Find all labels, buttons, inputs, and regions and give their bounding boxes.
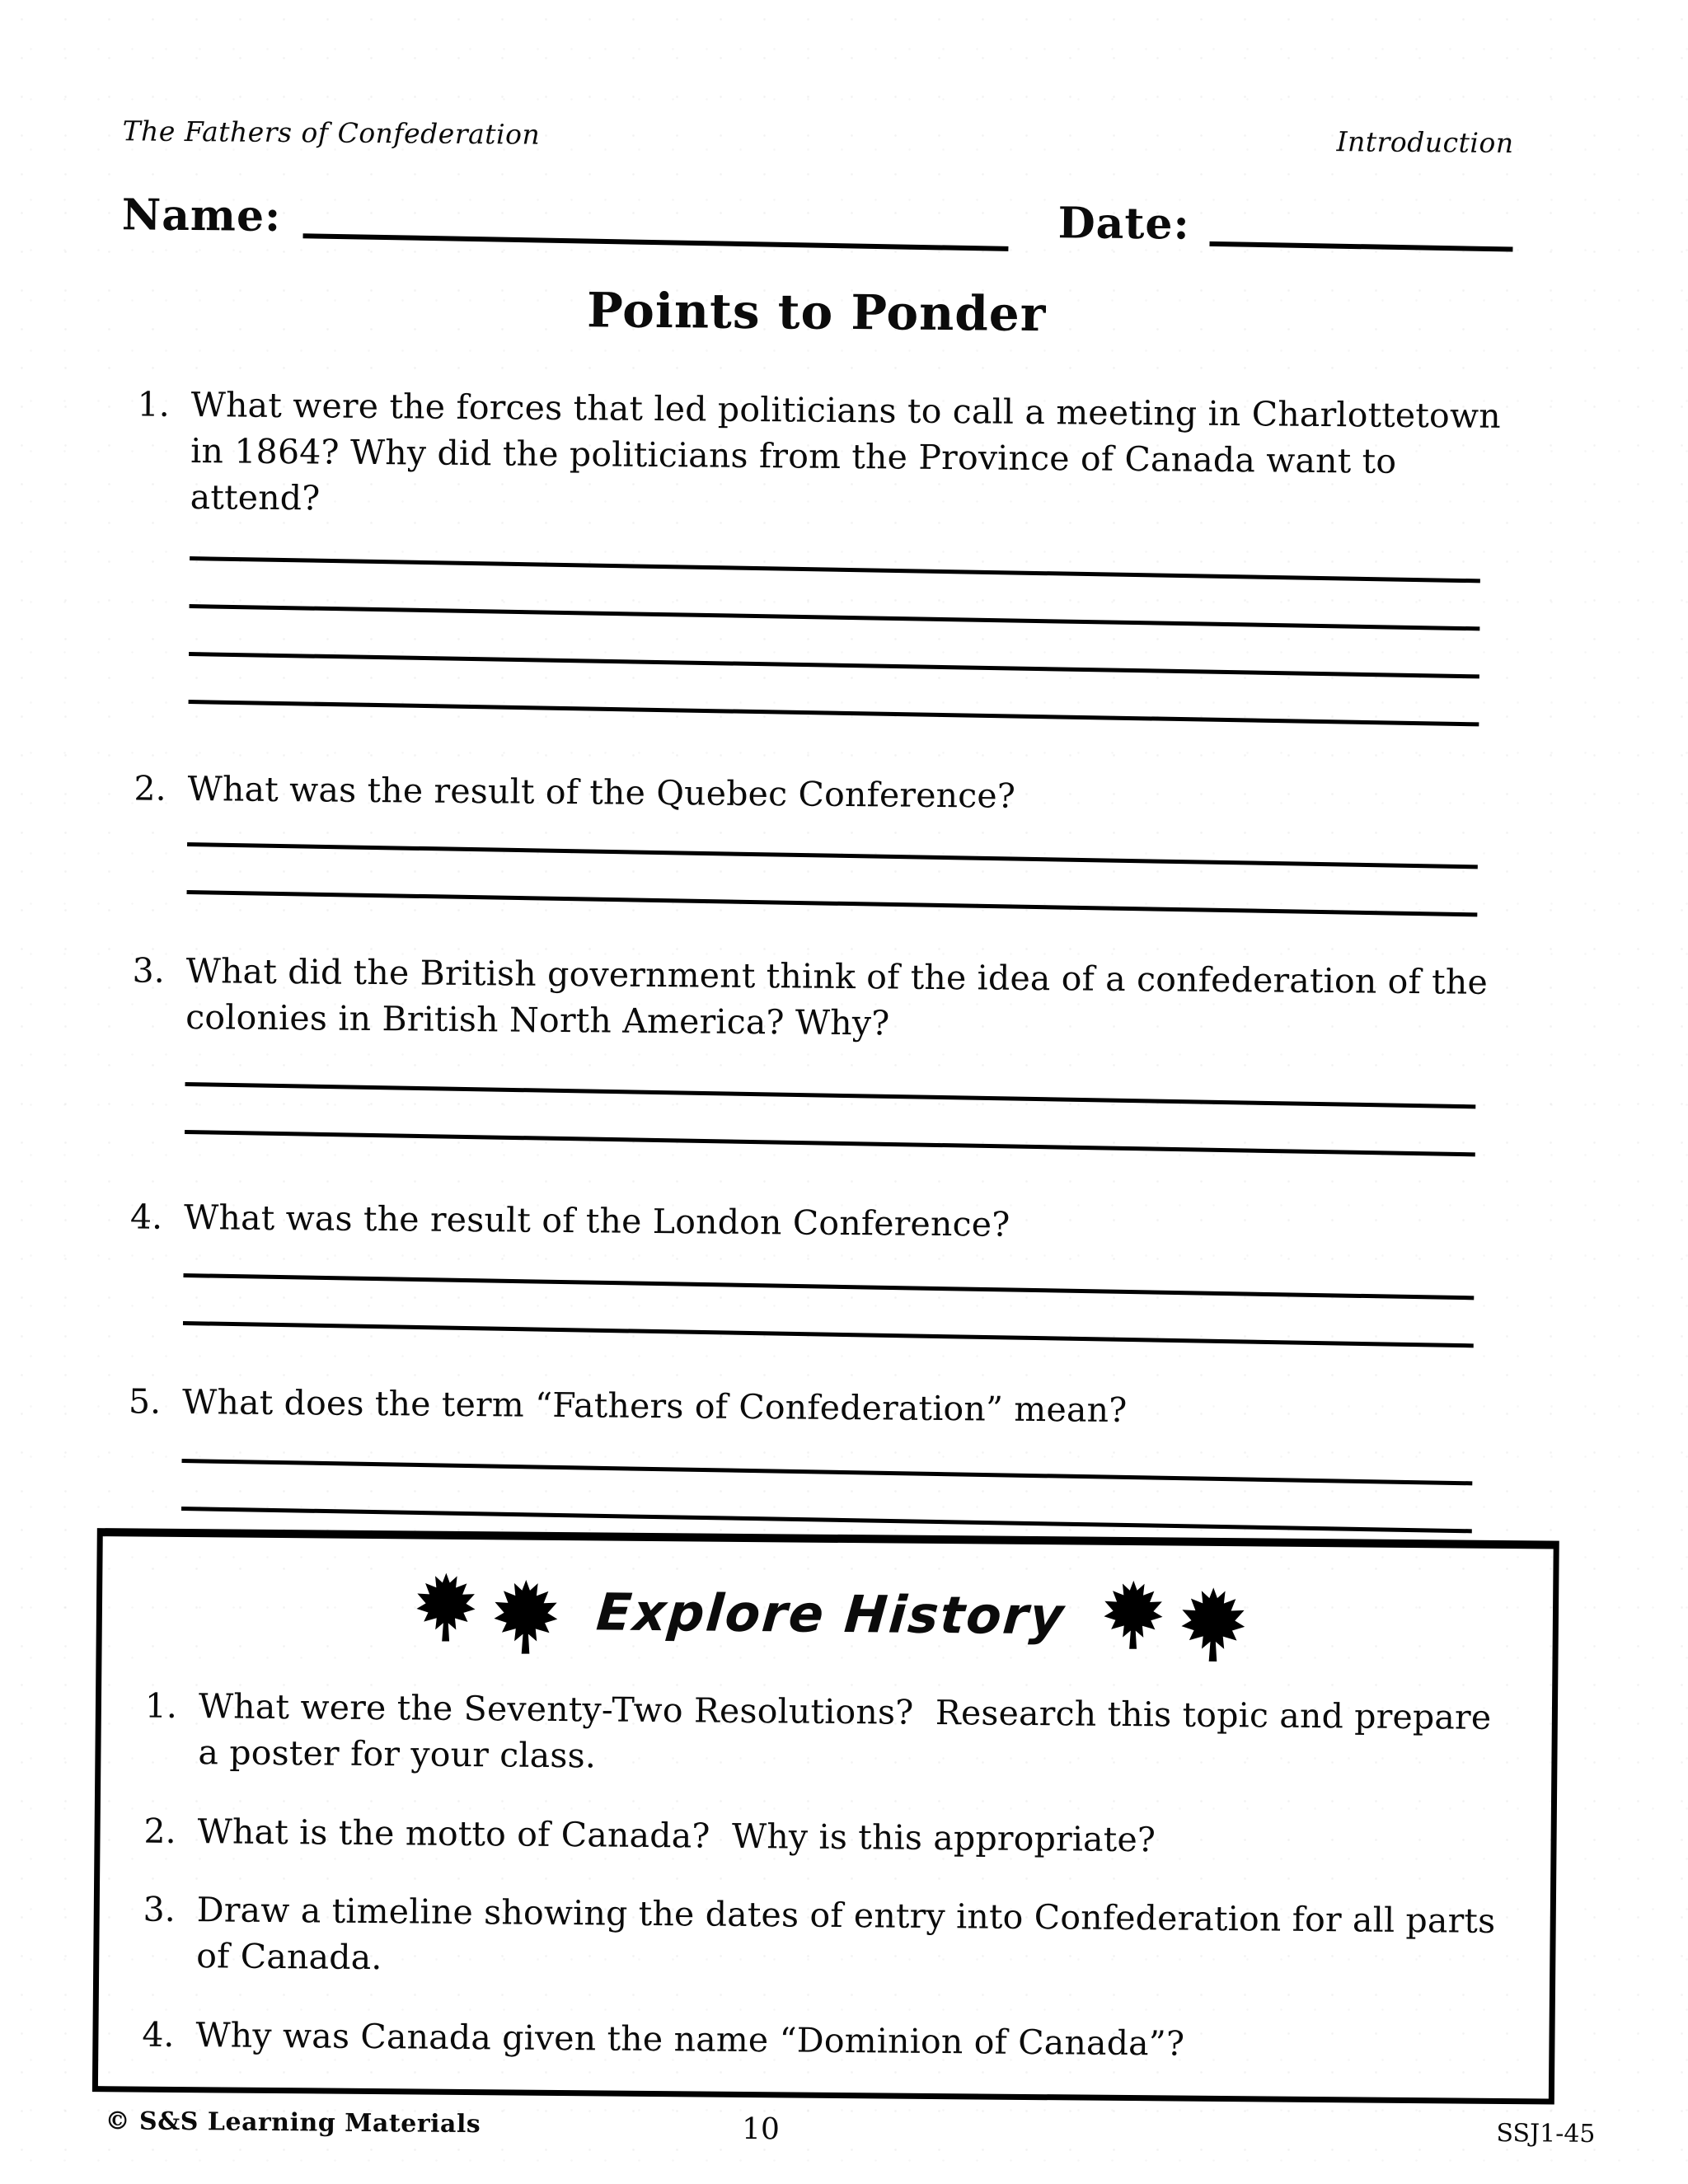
date-label: Date: [1057, 198, 1190, 250]
item-text: What were the Seventy-Two Resolutions? Research this topic and prepare a poster for your class. [198, 1686, 1492, 1776]
question-text: What was the result of the London Conference? [183, 1197, 1010, 1244]
question-list [110, 382, 1512, 1522]
question-5 [110, 1379, 1503, 1521]
explore-item-2 [138, 1808, 1519, 1866]
maple-leaf-icon [1179, 1582, 1246, 1669]
document-header [122, 115, 1513, 159]
answer-line [187, 842, 1478, 869]
question-1 [118, 382, 1512, 715]
document-code: SSJ1-45 [1496, 2118, 1596, 2149]
explore-history-title: Explore History [594, 1581, 1067, 1646]
date-blank-line [1209, 241, 1512, 252]
explore-item-1 [138, 1684, 1521, 1788]
answer-line [187, 890, 1478, 916]
item-number: 1. [144, 1685, 178, 1726]
answer-lines [183, 1273, 1474, 1337]
explore-history-title-row [139, 1557, 1522, 1671]
name-label: Name: [121, 190, 282, 241]
name-date-row [121, 190, 1512, 252]
explore-item-4 [136, 2012, 1517, 2069]
answer-line [181, 1459, 1472, 1485]
answer-line [185, 1082, 1475, 1108]
question-4 [112, 1194, 1504, 1337]
header-section-title: Introduction [1336, 125, 1514, 160]
page-title: Points to Ponder [586, 282, 1047, 343]
question-number: 3. [132, 950, 165, 991]
explore-history-box [92, 1528, 1559, 2104]
question-number: 5. [128, 1381, 162, 1422]
item-text: Why was Canada given the name “Dominion of Canada”? [195, 2014, 1185, 2064]
maple-leaf-icon [415, 1568, 477, 1647]
answer-lines [185, 1082, 1475, 1146]
answer-line [183, 1321, 1474, 1347]
item-number: 3. [143, 1889, 176, 1930]
question-number: 4. [129, 1196, 163, 1237]
answer-lines [187, 842, 1478, 906]
item-text: What is the motto of Canada? Why is this appropriate? [197, 1811, 1156, 1859]
name-blank-line [302, 233, 1008, 251]
question-text: What does the term “Fathers of Confederation” mean? [181, 1382, 1128, 1431]
maple-leaf-icon [1103, 1576, 1165, 1656]
question-text: What was the result of the Quebec Conference? [187, 769, 1016, 817]
question-2 [116, 766, 1508, 906]
item-number: 2. [143, 1811, 176, 1851]
copyright-text: © S&S Learning Materials [105, 2106, 481, 2139]
answer-line [185, 1130, 1475, 1156]
answer-line [189, 700, 1479, 726]
answer-line [189, 652, 1479, 678]
question-text: What did the British government think of the idea of a confederation of the colonies in British North America? Why? [185, 951, 1489, 1043]
item-number: 4. [142, 2014, 175, 2055]
question-text: What were the forces that led politicians to call a meeting in Charlottetown in 1864? Why did the politicians from the Province of Canada want to attend? [190, 385, 1502, 518]
question-3 [114, 948, 1507, 1145]
answer-line [190, 604, 1480, 630]
answer-line [190, 556, 1480, 583]
header-book-title: The Fathers of Confederation [122, 115, 541, 151]
document-footer [105, 2107, 1595, 2149]
answer-line [181, 1507, 1472, 1533]
question-number: 2. [134, 768, 166, 809]
answer-lines [189, 556, 1481, 715]
question-number: 1. [137, 384, 170, 424]
item-text: Draw a timeline showing the dates of entry into Confederation for all parts of Canada. [196, 1890, 1496, 1978]
answer-lines [181, 1459, 1472, 1522]
page-number: 10 [741, 2111, 781, 2146]
answer-line [183, 1273, 1474, 1300]
maple-leaf-icon [492, 1574, 559, 1661]
explore-item-3 [137, 1887, 1519, 1991]
